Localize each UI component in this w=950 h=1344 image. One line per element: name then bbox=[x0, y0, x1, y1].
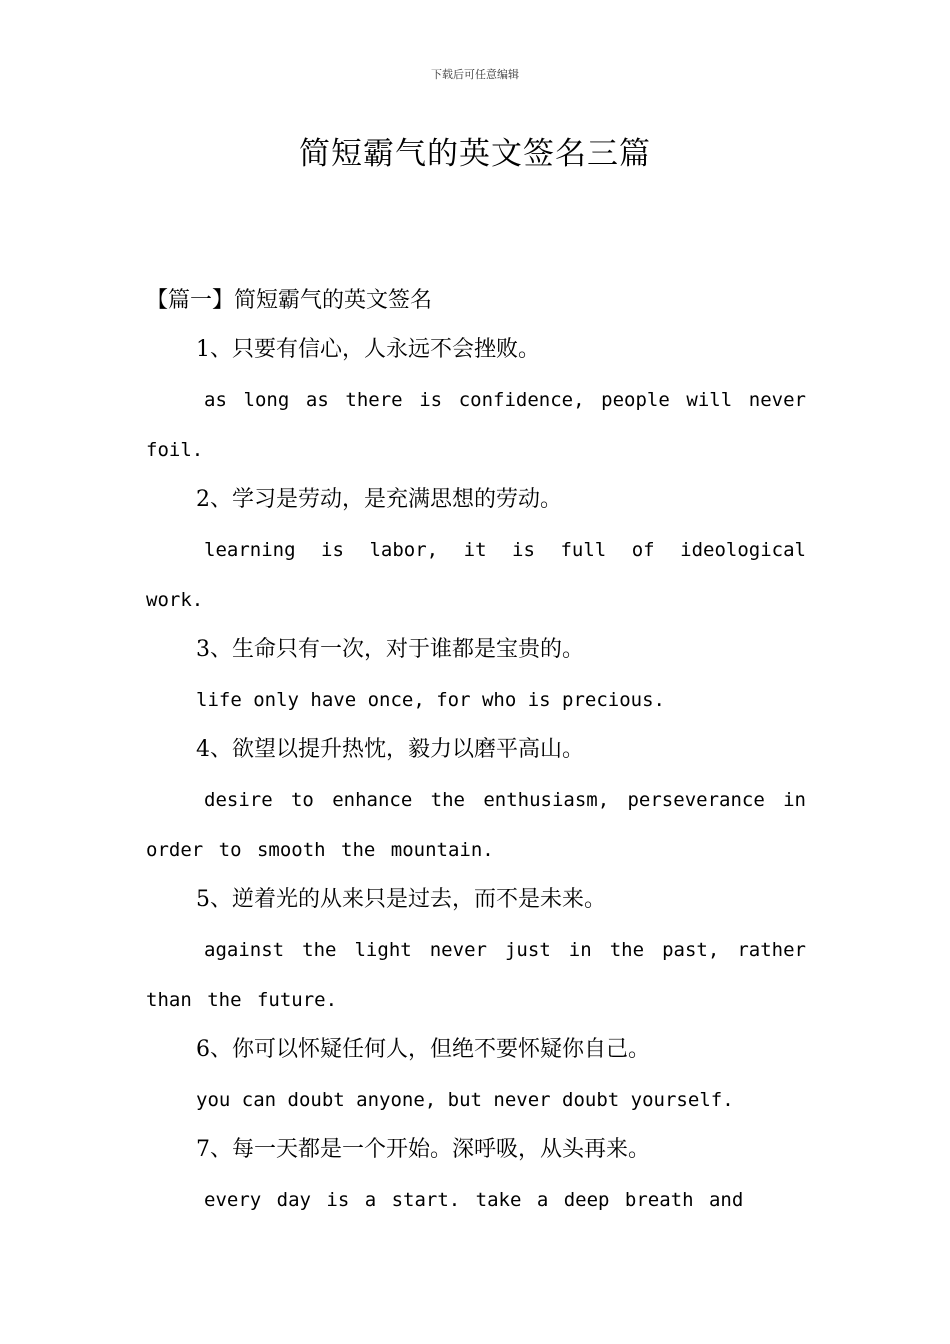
entry-english: every day is a start. take a deep breath and bbox=[204, 1189, 744, 1211]
entry-chinese: 3、生命只有一次，对于谁都是宝贵的。 bbox=[196, 637, 584, 662]
entry-english: learning is labor, it is full of ideological work. bbox=[146, 539, 806, 611]
entry-chinese: 1、只要有信心，人永远不会挫败。 bbox=[196, 337, 540, 362]
document-title: 简短霸气的英文签名三篇 bbox=[299, 136, 651, 172]
entry-chinese: 5、逆着光的从来只是过去，而不是未来。 bbox=[196, 887, 606, 912]
section-heading: 【篇一】简短霸气的英文签名 bbox=[146, 288, 433, 313]
header-note: 下载后可任意编辑 bbox=[431, 68, 519, 81]
entry-english: against the light never just in the past, rather than the future. bbox=[146, 939, 806, 1011]
entry-english: you can doubt anyone, but never doubt yourself. bbox=[196, 1089, 734, 1111]
document-body bbox=[146, 325, 806, 1225]
entry-english: as long as there is confidence, people will never foil. bbox=[146, 389, 806, 461]
entry-chinese: 2、学习是劳动，是充满思想的劳动。 bbox=[196, 487, 562, 512]
entry-chinese: 6、你可以怀疑任何人，但绝不要怀疑你自己。 bbox=[196, 1037, 650, 1062]
entry-english: life only have once, for who is precious. bbox=[196, 689, 665, 711]
entry-chinese: 4、欲望以提升热忱，毅力以磨平高山。 bbox=[196, 737, 584, 762]
entry-chinese: 7、每一天都是一个开始。深呼吸，从头再来。 bbox=[196, 1137, 650, 1162]
entry-english: desire to enhance the enthusiasm, perseverance in order to smooth the mountain. bbox=[146, 789, 806, 861]
